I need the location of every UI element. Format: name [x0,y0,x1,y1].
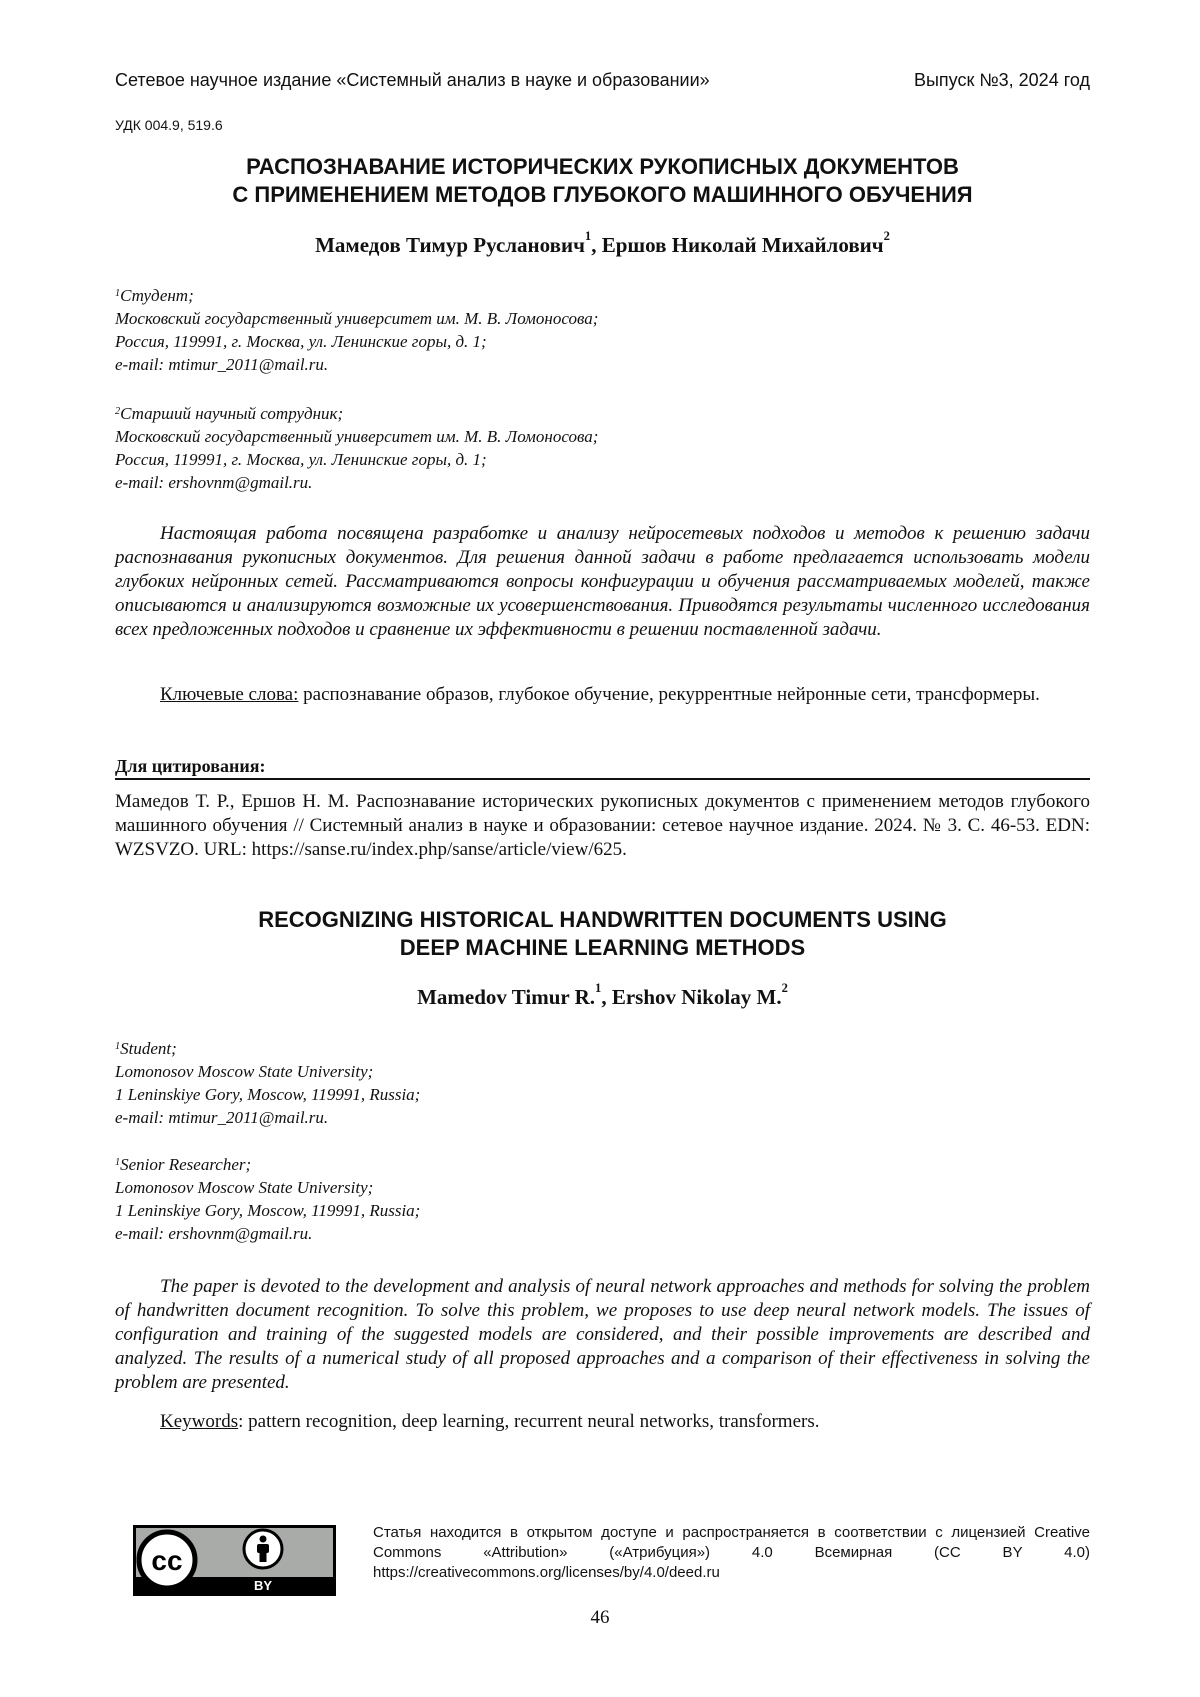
citation-label: Для цитирования: [115,756,1090,780]
affiliation-org: Lomonosov Moscow State University; [115,1178,374,1197]
abstract-ru: Настоящая работа посвящена разработке и анализу нейросетевых подходов и методов к решению задачи распознавания рукописных документов. Для решения данной задачи в работе предлагается использовать модели глубоких нейронных сетей. Рассматриваются вопросы конфигурации и обучения рассматриваемых моделей, также описываются и анализируются возможные их усовершенствования. Приводятся результаты численного исследования всех предложенных подходов и сравнение их эффективности в решении поставленной задачи. [115,523,1090,640]
title-ru [115,153,1090,209]
affiliation-role: Student; [120,1039,177,1058]
affiliation-sup: 1 [115,1157,121,1168]
affiliation-email: e-mail: ershovnm@gmail.ru. [115,473,313,492]
page-number: 46 [590,1607,610,1628]
authors-ru [115,229,1090,258]
affiliation-address: 1 Leninskiye Gory, Moscow, 119991, Russia; [115,1201,421,1220]
keywords-en [115,1409,1090,1434]
affiliation-email: e-mail: mtimur_2011@mail.ru. [115,1108,329,1127]
cc-glyph: cc [151,1545,183,1576]
author-2-sup: 2 [883,229,890,243]
keywords-label: Ключевые слова: [160,684,299,705]
abstract-en: The paper is devoted to the development and analysis of neural network approaches and methods for solving the problem of handwritten document recognition. To solve this problem, we proposes to use deep neural network models. The issues of configuration and training of the suggested models are considered, and their possible improvements are described and analyzed. The results of a numerical study of all proposed approaches and a comparison of their effectiveness in solving the problem are presented. [115,1276,1090,1393]
affiliation-en-2 [115,1153,1090,1245]
affiliation-en-1 [115,1037,1090,1129]
affiliation-sup: 1 [115,1041,121,1052]
affiliation-org: Lomonosov Moscow State University; [115,1062,374,1081]
author-1-name: Mamedov Timur R. [417,985,596,1009]
affiliation-org: Московский государственный университет им. М. В. Ломоносова; [115,427,599,446]
by-label: BY [253,1578,273,1593]
author-1-name: Мамедов Тимур Русланович [315,233,585,257]
affiliation-role: Senior Researcher; [120,1155,252,1174]
title-ru-line2: С ПРИМЕНЕНИЕМ МЕТОДОВ ГЛУБОКОГО МАШИННОГО ОБУЧЕНИЯ [232,182,973,207]
title-en-line1: RECOGNIZING HISTORICAL HANDWRITTEN DOCUMENTS USING [258,907,947,932]
author-2-name: Ершов Николай Михайлович [601,233,884,257]
affiliation-email: e-mail: ershovnm@gmail.ru. [115,1224,313,1243]
keywords-list: : pattern recognition, deep learning, recurrent neural networks, transformers. [238,1411,820,1432]
affiliation-ru-1 [115,284,1090,376]
authors-en [115,981,1090,1010]
issue-number: Выпуск №3, 2024 год [913,70,1090,90]
affiliation-sup: 2 [115,406,121,417]
affiliation-email: e-mail: mtimur_2011@mail.ru. [115,355,329,374]
affiliation-address: Россия, 119991, г. Москва, ул. Ленинские горы, д. 1; [115,332,487,351]
author-1-sup: 1 [584,229,592,243]
author-2-sup: 2 [781,981,788,995]
title-en [115,906,1090,962]
title-ru-line1: РАСПОЗНАВАНИЕ ИСТОРИЧЕСКИХ РУКОПИСНЫХ ДОКУМЕНТОВ [246,154,959,179]
author-2-name: Ershov Nikolay M. [611,985,782,1009]
keywords-label: Keywords [160,1411,239,1432]
keywords-list: распознавание образов, глубокое обучение, рекуррентные нейронные сети, трансформеры. [298,684,1040,705]
author-1-sup: 1 [595,981,602,995]
affiliation-role: Студент; [120,286,194,305]
affiliation-role: Старший научный сотрудник; [120,404,344,423]
cc-by-badge [133,1525,336,1601]
title-en-line2: DEEP MACHINE LEARNING METHODS [399,935,806,960]
udk-code: УДК 004.9, 519.6 [115,117,223,133]
affiliation-ru-2 [115,402,1090,494]
keywords-ru [115,682,1090,707]
affiliation-address: 1 Leninskiye Gory, Moscow, 119991, Russia; [115,1085,421,1104]
license-statement: Статья находится в открытом доступе и распространяется в соответствии с лицензией Creative Commons «Attribution» («Атрибуция») 4.0 Всемирная (CC BY 4.0) https://creativecommons.org/licenses/by/4.0/deed.ru [373,1524,1090,1581]
affiliation-address: Россия, 119991, г. Москва, ул. Ленинские горы, д. 1; [115,450,487,469]
author-separator: , [601,985,612,1009]
citation-text: Мамедов Т. Р., Ершов Н. М. Распознавание исторических рукописных документов с применением методов глубокого машинного обучения // Системный анализ в науке и образовании: сетевое научное издание. 2024. № 3. С. 46-53. EDN: WZSVZO. URL: https://sanse.ru/index.php/sanse/article/view/625. [115,791,1090,860]
affiliation-sup: 1 [115,288,121,299]
affiliation-org: Московский государственный университет им. М. В. Ломоносова; [115,309,599,328]
author-separator: , [591,233,602,257]
cc-by-logo [133,1525,336,1596]
journal-name: Сетевое научное издание «Системный анализ в науке и образовании» [115,70,710,90]
